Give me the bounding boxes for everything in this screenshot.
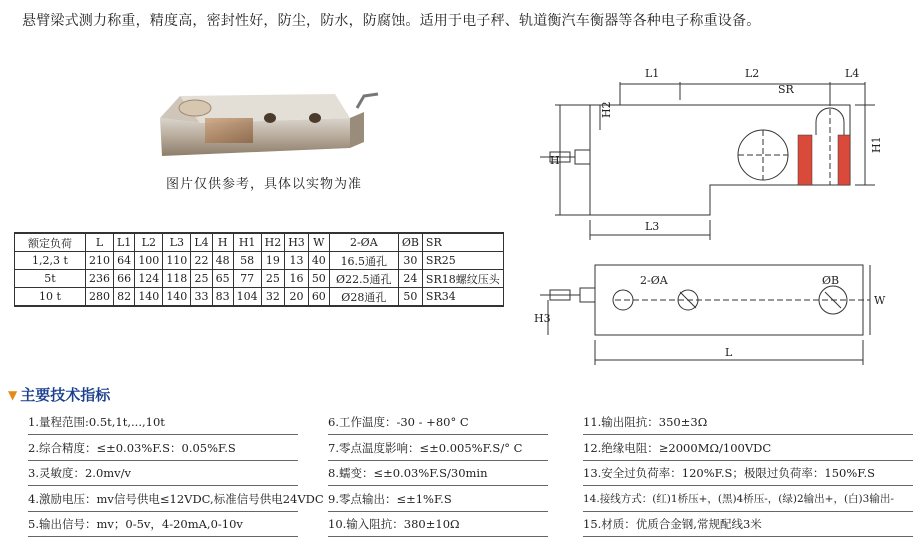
table-row xyxy=(15,270,504,288)
table-cell: 64 xyxy=(114,252,135,270)
table-header: L3 xyxy=(163,233,191,252)
table-cell: 19 xyxy=(261,252,285,270)
spec-column-2 xyxy=(328,414,548,542)
table-header: W xyxy=(308,233,329,252)
photo-caption: 图片仅供参考，具体以实物为准 xyxy=(166,177,363,192)
table-cell: 124 xyxy=(135,270,163,288)
table-cell: 58 xyxy=(233,252,261,270)
spec-item: 15.材质：优质合金钢,常规配线3米 xyxy=(583,516,913,537)
spec-item: 10.输入阻抗：380±10Ω xyxy=(328,516,548,537)
table-header: H2 xyxy=(261,233,285,252)
section-title xyxy=(8,384,110,405)
spec-column-3 xyxy=(583,414,913,542)
table-cell: 30 xyxy=(398,252,422,270)
table-cell: 5t xyxy=(15,270,86,288)
table-cell: Ø28通孔 xyxy=(329,288,398,307)
table-cell: 16.5通孔 xyxy=(329,252,398,270)
table-cell: 82 xyxy=(114,288,135,307)
table-header: H xyxy=(212,233,233,252)
section-title-text: 主要技术指标 xyxy=(20,386,111,404)
table-header: H3 xyxy=(285,233,309,252)
table-cell: SR18螺纹压头 xyxy=(422,270,503,288)
dim-label-L4: L4 xyxy=(845,67,860,80)
table-row xyxy=(15,288,504,307)
table-cell: 65 xyxy=(212,270,233,288)
table-cell: 140 xyxy=(163,288,191,307)
table-cell: 25 xyxy=(261,270,285,288)
table-header: ØB xyxy=(398,233,422,252)
table-cell: 50 xyxy=(398,288,422,307)
table-cell: SR25 xyxy=(422,252,503,270)
triangle-icon: ▼ xyxy=(8,387,18,402)
table-header: L1 xyxy=(114,233,135,252)
table-header: SR xyxy=(422,233,503,252)
spec-item: 8.蠕变：≤±0.03%F.S/30min xyxy=(328,465,548,486)
spec-item: 1.量程范围:0.5t,1t,...,10t xyxy=(28,414,298,435)
table-cell: 280 xyxy=(86,288,114,307)
spec-item: 11.输出阻抗：350±3Ω xyxy=(583,414,913,435)
dimension-table xyxy=(14,232,504,307)
table-cell: 10 t xyxy=(15,288,86,307)
table-row xyxy=(15,252,504,270)
technical-drawing xyxy=(520,60,910,380)
spec-item: 13.安全过负荷率：120%F.S；极限过负荷率：150%F.S xyxy=(583,465,913,486)
table-cell: 25 xyxy=(191,270,212,288)
table-cell: 100 xyxy=(135,252,163,270)
spec-item: 7.零点温度影响：≤±0.005%F.S/° C xyxy=(328,440,548,461)
table-cell: 40 xyxy=(308,252,329,270)
table-cell: 33 xyxy=(191,288,212,307)
table-header: 2-ØA xyxy=(329,233,398,252)
table-cell: 210 xyxy=(86,252,114,270)
spec-item: 12.绝缘电阻：≥2000MΩ/100VDC xyxy=(583,440,913,461)
spec-item: 9.零点输出：≤±1%F.S xyxy=(328,491,548,512)
table-cell: SR34 xyxy=(422,288,503,307)
table-cell: 16 xyxy=(285,270,309,288)
table-cell: 110 xyxy=(163,252,191,270)
table-cell: 32 xyxy=(261,288,285,307)
intro-text: 悬臂梁式测力称重，精度高，密封性好，防尘，防水，防腐蚀。适用于电子秤、轨道衡汽车衡器等各种电子称重设备。 xyxy=(22,13,761,29)
dim-label-H3: H3 xyxy=(534,312,551,325)
dim-label-SR: SR xyxy=(778,83,794,96)
table-cell: 83 xyxy=(212,288,233,307)
table-cell: 140 xyxy=(135,288,163,307)
spec-item: 3.灵敏度：2.0mv/v xyxy=(28,465,298,486)
spec-item: 4.激励电压：mv信号供电≤12VDC,标准信号供电24VDC xyxy=(28,491,298,512)
spec-item: 6.工作温度：-30 - +80° C xyxy=(328,414,548,435)
table-header: L4 xyxy=(191,233,212,252)
table-cell: 60 xyxy=(308,288,329,307)
table-header: L xyxy=(86,233,114,252)
dim-label-B: ØB xyxy=(822,274,840,287)
table-header: 额定负荷 xyxy=(15,233,86,252)
table-cell: Ø22.5通孔 xyxy=(329,270,398,288)
table-cell: 20 xyxy=(285,288,309,307)
table-cell: 66 xyxy=(114,270,135,288)
table-cell: 236 xyxy=(86,270,114,288)
table-cell: 1,2,3 t xyxy=(15,252,86,270)
table-header: H1 xyxy=(233,233,261,252)
dim-label-H2: H2 xyxy=(600,101,613,118)
table-cell: 22 xyxy=(191,252,212,270)
dim-label-L1: L1 xyxy=(645,67,660,80)
spec-column-1 xyxy=(28,414,324,542)
dim-label-L: L xyxy=(725,346,733,359)
dim-label-A: 2-ØA xyxy=(640,274,668,287)
dim-label-L3: L3 xyxy=(645,220,660,233)
load-cell-photo xyxy=(150,88,380,163)
table-cell: 77 xyxy=(233,270,261,288)
table-cell: 13 xyxy=(285,252,309,270)
table-cell: 48 xyxy=(212,252,233,270)
spec-item: 14.接线方式：(红)1桥压+，(黑)4桥压-，(绿)2输出+，(白)3输出- xyxy=(583,491,913,512)
table-cell: 104 xyxy=(233,288,261,307)
table-header: L2 xyxy=(135,233,163,252)
table-cell: 118 xyxy=(163,270,191,288)
dim-label-H: H xyxy=(550,154,560,167)
table-cell: 50 xyxy=(308,270,329,288)
spec-item: 2.综合精度：≤±0.03%F.S：0.05%F.S xyxy=(28,440,298,461)
dim-label-H1: H1 xyxy=(870,136,883,153)
dim-label-L2: L2 xyxy=(745,67,760,80)
table-cell: 24 xyxy=(398,270,422,288)
dim-label-W: W xyxy=(874,294,886,307)
spec-item: 5.输出信号：mv；0-5v，4-20mA,0-10v xyxy=(28,516,298,537)
table-header-row xyxy=(15,233,504,252)
